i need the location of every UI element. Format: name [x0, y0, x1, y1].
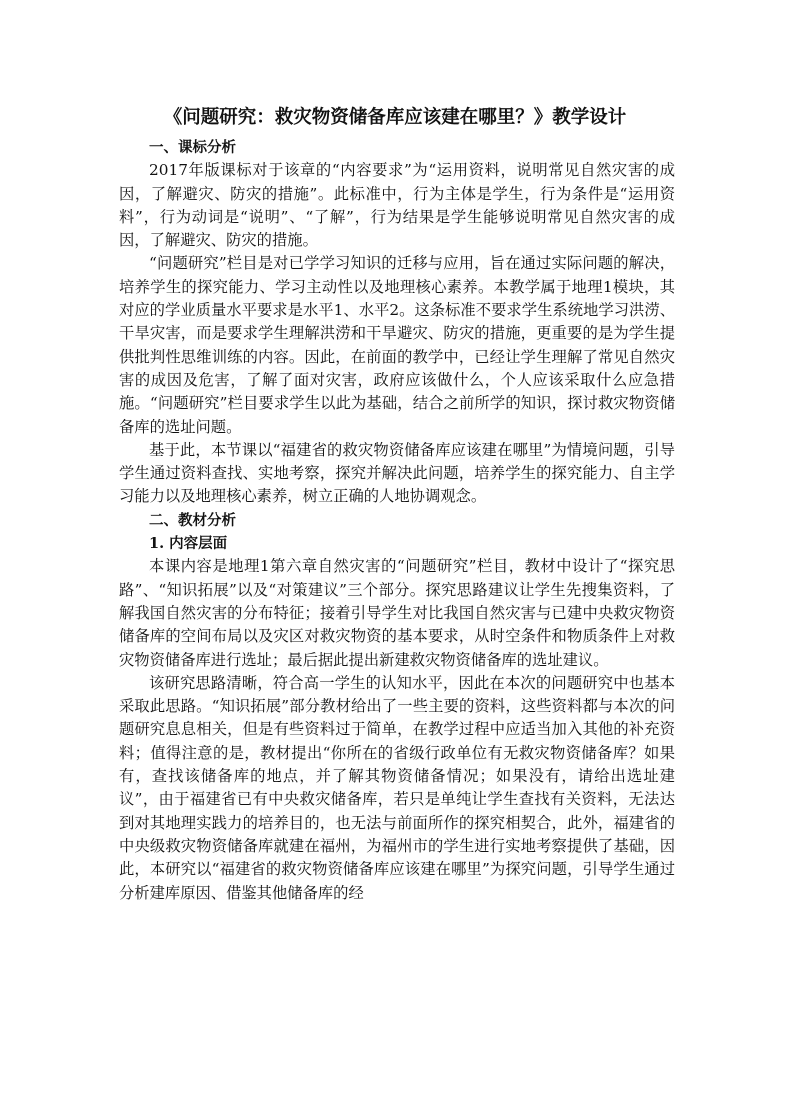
paragraph: 基于此，本节课以“福建省的救灾物资储备库应该建在哪里”为情境问题，引导学生通过资料查找、实地考察，探究并解决此问题，培养学生的探究能力、自主学习能力以及地理核心素养，树立正确的人地协调观念。 — [119, 440, 675, 506]
paragraph: 2017年版课标对于该章的“内容要求”为“运用资料，说明常见自然灾害的成因，了解避灾、防灾的措施”。此标准中，行为主体是学生，行为条件是“运用资料”，行为动词是“说明”、“了解”，行为结果是学生能够说明常见自然灾害的成因，了解避灾、防灾的措施。 — [119, 161, 675, 250]
paragraph: “问题研究”栏目是对已学学习知识的迁移与应用，旨在通过实际问题的解决，培养学生的探究能力、学习主动性以及地理核心素养。本教学属于地理1模块，其对应的学业质量水平要求是水平1、水平2。这条标准不要求学生系统地学习洪涝、干旱灾害，而是要求学生理解洪涝和干旱避灾、防灾的措施，更重要的是为学生提供批判性思维训练的内容。因此，在前面的教学中，已经让学生理解了常见自然灾害的成因及危害，了解了面对灾害，政府应该做什么，个人应该采取什么应急措施。“问题研究”栏目要求学生以此为基础，结合之前所学的知识，探讨救灾物资储备库的选址问题。 — [119, 254, 675, 436]
section-heading-textbook: 二、教材分析 — [149, 511, 236, 529]
document-body — [119, 136, 675, 905]
section-heading-curriculum: 一、课标分析 — [149, 139, 236, 156]
document-title: 《问题研究：救灾物资储备库应该建在哪里？》教学设计 — [163, 107, 627, 128]
paragraph: 该研究思路清晰，符合高一学生的认知水平，因此在本次的问题研究中也基本采取此思路。“知识拓展”部分教材给出了一些主要的资料，这些资料都与本次的问题研究息息相关，但是有些资料过于简单，在教学过程中应适当加入其他的补充资料；值得注意的是，教材提出“你所在的省级行政单位有无救灾物资储备库？如果有，查找该储备库的地点，并了解其物资储备情况；如果没有，请给出选址建议”，由于福建省已有中央救灾储备库，若只是单纯让学生查找有关资料，无法达到对其地理实践力的培养目的，也无法与前面所作的探究相契合，此外，福建省的中央级救灾物资储备库就建在福州，为福州市的学生进行实地考察提供了基础，因此，本研究以“福建省的救灾物资储备库应该建在哪里”为探究问题，引导学生通过分析建库原因、借鉴其他储备库的经 — [119, 673, 675, 902]
subsection-heading-content: 1. 内容层面 — [149, 535, 228, 553]
paragraph: 本课内容是地理1第六章自然灾害的“问题研究”栏目，教材中设计了“探究思路”、“知识拓展”以及“对策建议”三个部分。探究思路建议让学生先搜集资料，了解我国自然灾害的分布特征；接着引导学生对比我国自然灾害与已建中央救灾物资储备库的空间布局以及灾区对救灾物资的基本要求，从时空条件和物质条件上对救灾物资储备库进行选址；最后据此提出新建救灾物资储备库的选址建议。 — [119, 557, 675, 669]
